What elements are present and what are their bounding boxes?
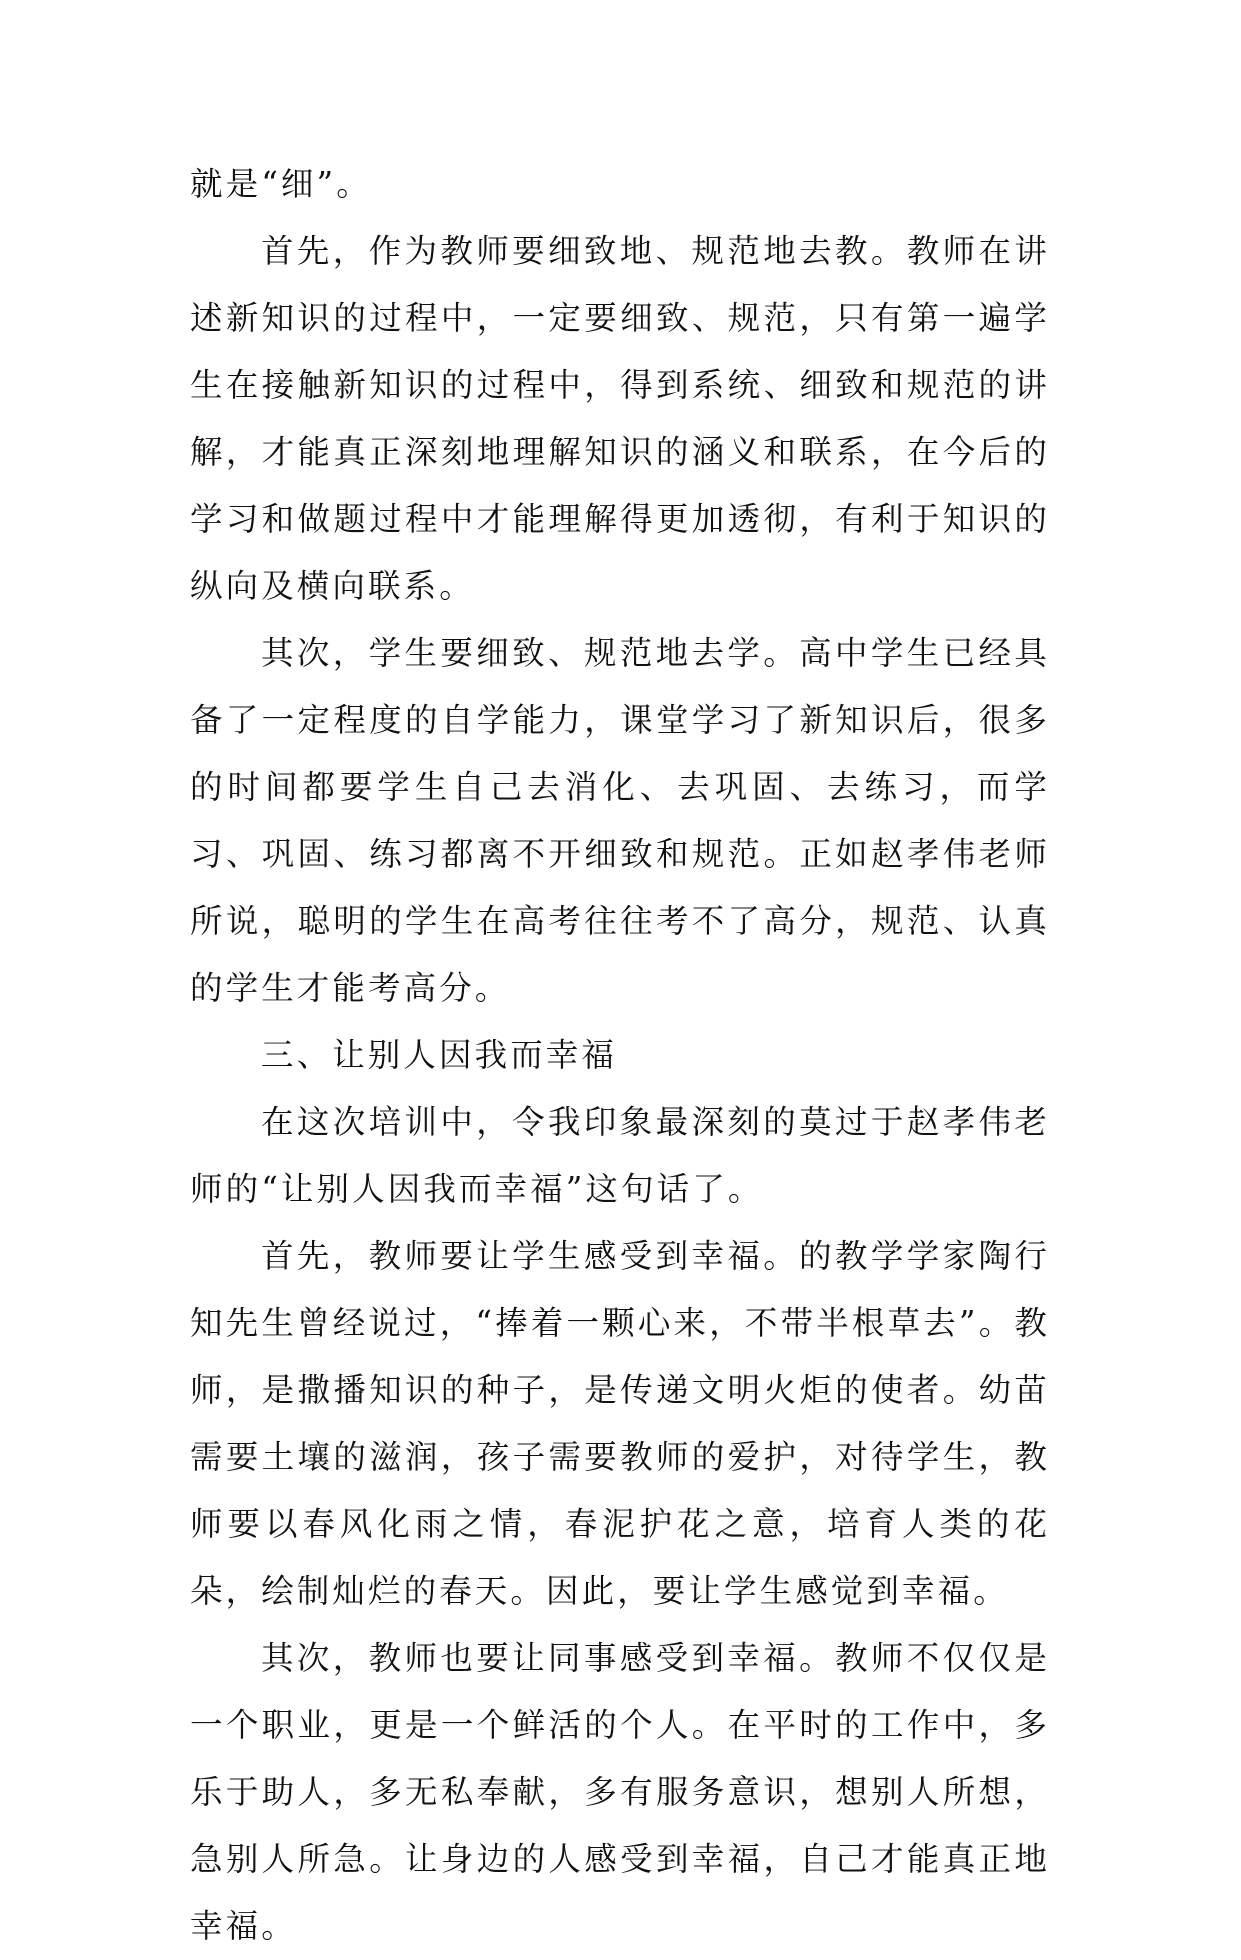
paragraph-colleague-happiness: 其次，教师也要让同事感受到幸福。教师不仅仅是一个职业，更是一个鲜活的个人。在平时的工作中，多乐于助人，多无私奉献，多有服务意识，想别人所想，急别人所急。让身边的人感受到幸福，自己才能真正地幸福。 (190, 1639, 1050, 1945)
paragraph-student-learning: 其次，学生要细致、规范地去学。高中学生已经具备了一定程度的自学能力，课堂学习了新知识后，很多的时间都要学生自己去消化、去巩固、去练习，而学习、巩固、练习都离不开细致和规范。正如赵孝伟老师所说，聪明的学生在高考往往考不了高分，规范、认真的学生才能考高分。 (190, 634, 1050, 1007)
paragraph-student-happiness: 首先，教师要让学生感受到幸福。的教学学家陶行知先生曾经说过，“捧着一颗心来，不带半根草去”。教师，是撒播知识的种子，是传递文明火炬的使者。幼苗需要土壤的滋润，孩子需要教师的爱护，对待学生，教师要以春风化雨之情，春泥护花之意，培育人类的花朵，绘制灿烂的春天。因此，要让学生感觉到幸福。 (190, 1237, 1050, 1610)
paragraph-continuation: 就是“细”。 (190, 165, 372, 203)
paragraph-teacher-teaching: 首先，作为教师要细致地、规范地去教。教师在讲述新知识的过程中，一定要细致、规范，只有第一遍学生在接触新知识的过程中，得到系统、细致和规范的讲解，才能真正深刻地理解知识的涵义和联系，在今后的学习和做题过程中才能理解得更加透彻，有利于知识的纵向及横向联系。 (190, 232, 1050, 605)
paragraph-training-impression: 在这次培训中，令我印象最深刻的莫过于赵孝伟老师的“让别人因我而幸福”这句话了。 (190, 1103, 1050, 1208)
section-heading: 三、让别人因我而幸福 (261, 1036, 618, 1074)
document-body (190, 151, 1050, 1960)
